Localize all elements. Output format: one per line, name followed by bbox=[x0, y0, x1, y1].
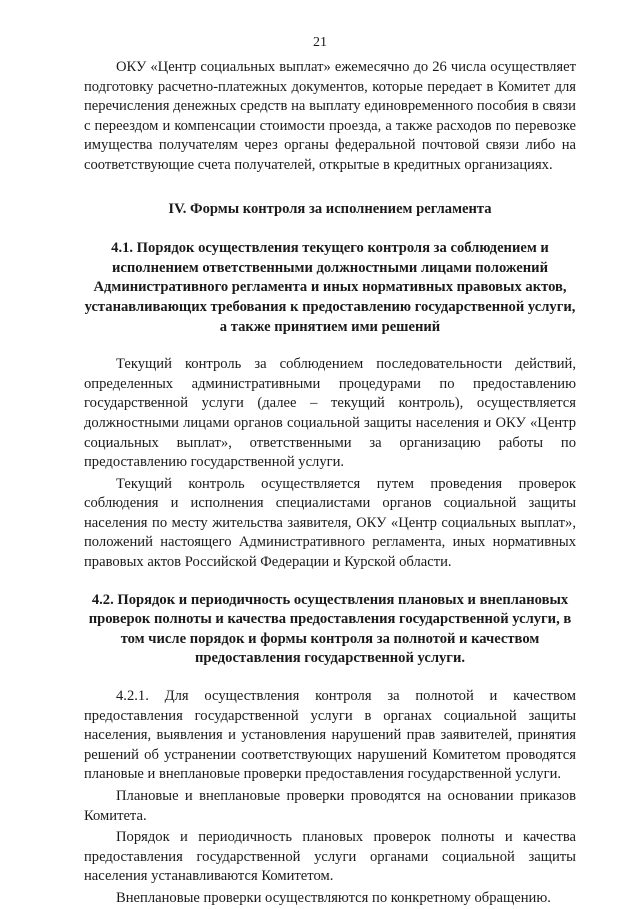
document-body bbox=[84, 58, 576, 909]
subsection-heading-4-1: 4.1. Порядок осуществления текущего контроля за соблюдением и исполнением ответственными должностными лицами положений Административного регламента и иных нормативных правовых актов, устанавливающих требования к предоставлению государственной услуги, а также принятием ими решений bbox=[84, 240, 576, 335]
paragraph-inspection-orders: Плановые и внеплановые проверки проводятся на основании приказов Комитета. bbox=[84, 788, 576, 824]
paragraph-inspection-schedule: Порядок и периодичность плановых проверок полноты и качества предоставления государственной услуги органами социальной защиты населения устанавливаются Комитетом. bbox=[84, 829, 576, 885]
paragraph-current-control: Текущий контроль за соблюдением последовательности действий, определенных административными процедурами по предоставлению государственной услуги (далее – текущий контроль), осуществляется должностными лицами органов социальной защиты населения и ОКУ «Центр социальных выплат», ответственными за организацию работы по предоставлению государственной услуги. bbox=[84, 356, 576, 471]
paragraph-control-method: Текущий контроль осуществляется путем проведения проверок соблюдения и исполнения специалистами органов социальной защиты населения по месту жительства заявителя, ОКУ «Центр социальных выплат», положений настоящего Административного регламента, иных нормативных правовых актов Российской Федерации и Курской области. bbox=[84, 475, 576, 571]
paragraph-payment-documents: ОКУ «Центр социальных выплат» ежемесячно до 26 числа осуществляет подготовку расчетно-платежных документов, которые передает в Комитет для перечисления денежных средств на выплату единовременного пособия в связи с переездом и компенсации стоимости проезда, а также расходов по перевозке имущества получателям через органы федеральной почтовой связи либо на соответствующие счета получателей, открытые в кредитных организациях. bbox=[84, 59, 576, 173]
section-heading: IV. Формы контроля за исполнением регламента bbox=[168, 200, 492, 217]
subsection-heading-4-2: 4.2. Порядок и периодичность осуществления плановых и внеплановых проверок полноты и качества предоставления государственной услуги, в том числе порядок и формы контроля за полнотой и качеством предоставления государственной услуги. bbox=[88, 591, 572, 667]
paragraph-unscheduled-inspections: Внеплановые проверки осуществляются по конкретному обращению. bbox=[116, 889, 551, 906]
paragraph-4-2-1: 4.2.1. Для осуществления контроля за полнотой и качеством предоставления государственной услуги в органах социальной защиты населения, выявления и установления нарушений прав заявителей, принятия решений об устранении соответствующих нарушений Комитетом проводятся плановые и внеплановые проверки предоставления государственной услуги. bbox=[84, 688, 576, 783]
page-number: 21 bbox=[313, 35, 327, 50]
